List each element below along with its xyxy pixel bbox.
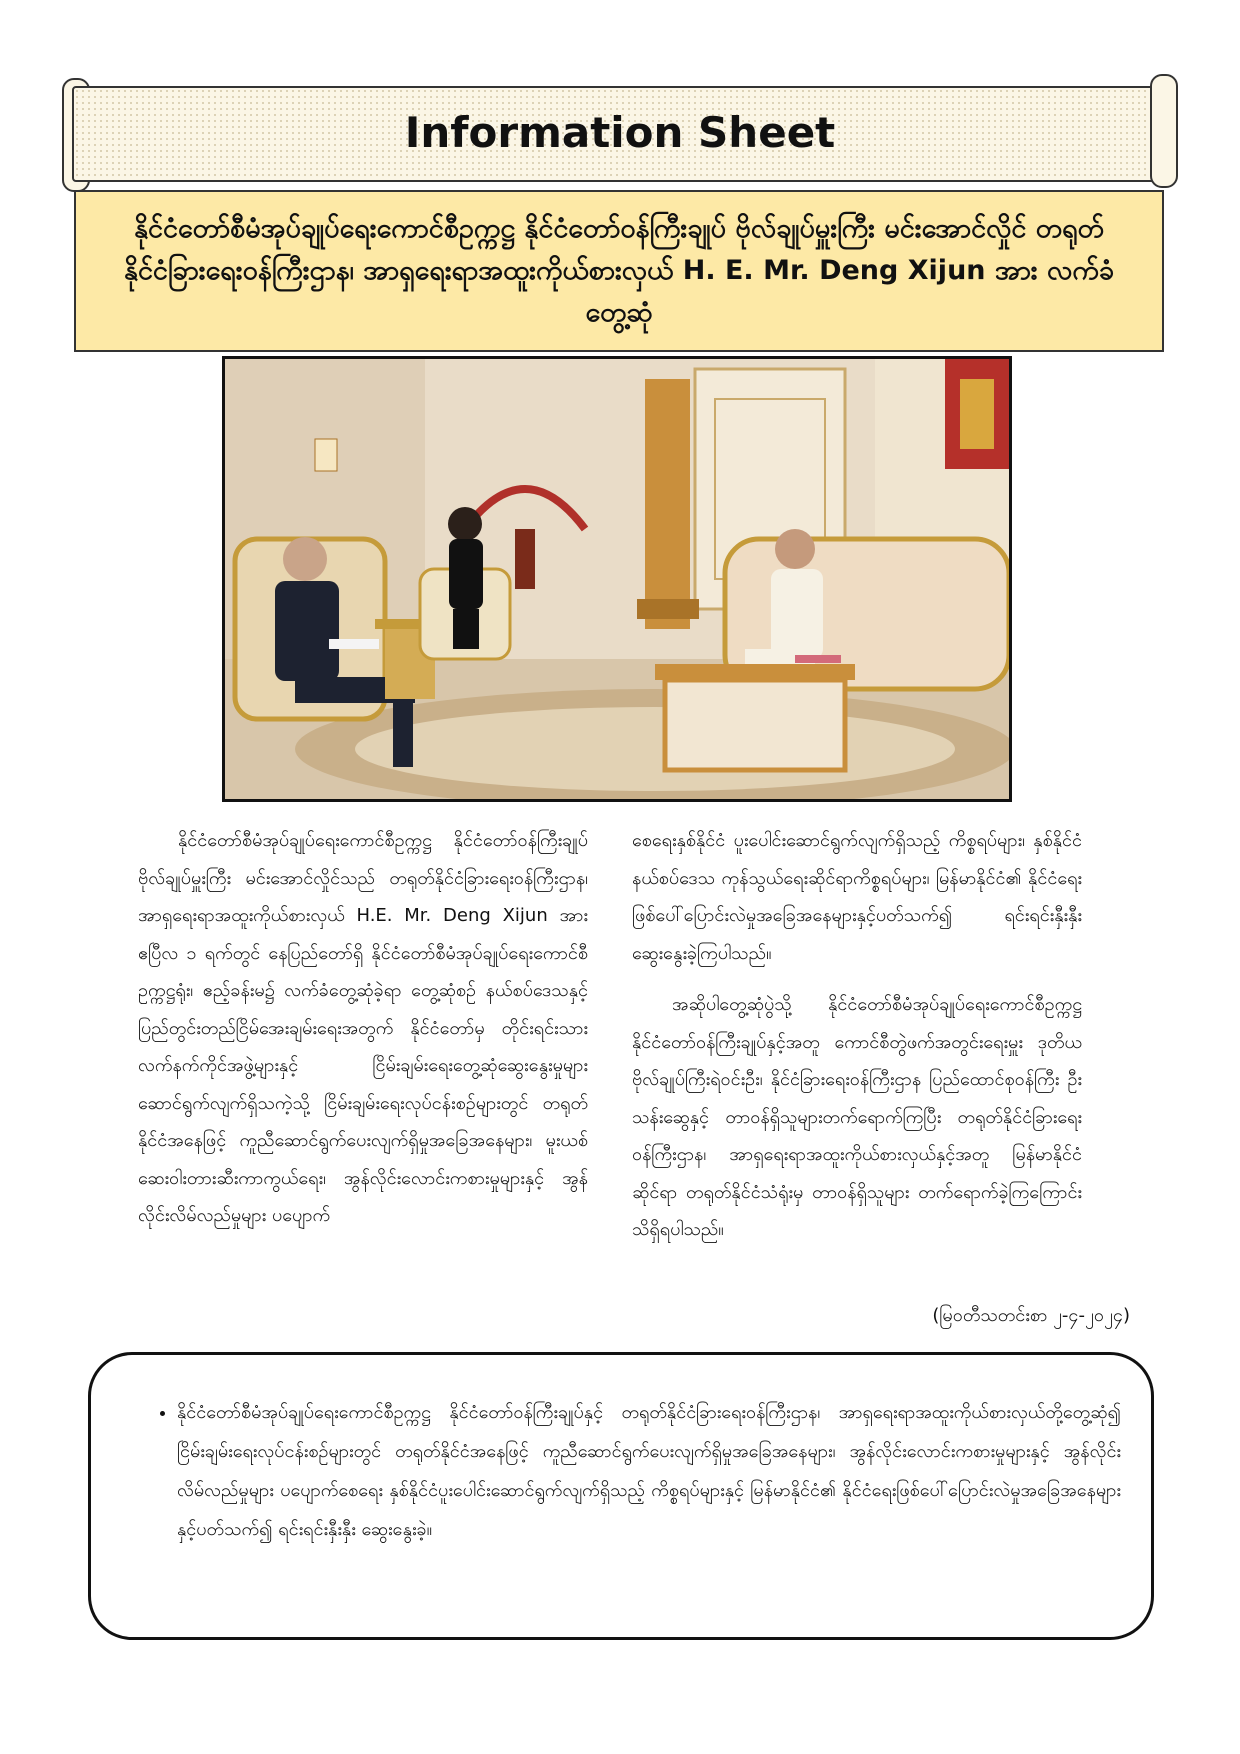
source-dateline: (မြဝတီသတင်းစာ ၂-၄-၂၀၂၄): [932, 1305, 1130, 1326]
meeting-photo: [222, 356, 1012, 802]
page-title: Information Sheet: [404, 108, 836, 157]
article-paragraph: နိုင်ငံတော်စီမံအုပ်ချုပ်ရေးကောင်စီဥက္ကဋ္ဌ နိုင်ငံတော်ဝန်ကြီးချုပ် ဗိုလ်ချုပ်မှူးကြီး မင်းအောင်လှိုင်သည် တရုတ်နိုင်ငံခြားရေးဝန်ကြီးဌာန၊ အာရှရေးရာအထူးကိုယ်စားလှယ် H.E. Mr. Deng Xijun အား ဧပြီလ ၁ ရက်တွင် နေပြည်တော်ရှိ နိုင်ငံတော်စီမံအုပ်ချုပ်ရေးကောင်စီဥက္ကဋ္ဌရုံး၊ ဧည့်ခန်းမ၌ လက်ခံတွေ့ဆုံခဲ့ရာ တွေ့ဆုံစဉ် နယ်စပ်ဒေသနှင့် ပြည်တွင်းတည်ငြိမ်အေးချမ်းရေးအတွက် နိုင်ငံတော်မှ တိုင်းရင်းသားလက်နက်ကိုင်အဖွဲ့များနှင့် ငြိမ်းချမ်းရေးတွေ့ဆုံဆွေးနွေးမှုများ ဆောင်ရွက်လျက်ရှိသကဲ့သို့ ငြိမ်းချမ်းရေးလုပ်ငန်းစဉ်များတွင် တရုတ်နိုင်ငံအနေဖြင့် ကူညီဆောင်ရွက်ပေးလျက်ရှိမှုအခြေအနေများ၊ မူးယစ်ဆေးဝါးတားဆီးကာကွယ်ရေး၊ အွန်လိုင်းလောင်းကစားမှုများနှင့် အွန်လိုင်းလိမ်လည်မှုများ ပပျောက်: [138, 830, 588, 1226]
article-paragraph: အဆိုပါတွေ့ဆုံပွဲသို့ နိုင်ငံတော်စီမံအုပ်ချုပ်ရေးကောင်စီဥက္ကဋ္ဌ နိုင်ငံတော်ဝန်ကြီးချုပ်နှင့်အတူ ကောင်စီတွဲဖက်အတွင်းရေးမှူး ဒုတိယဗိုလ်ချုပ်ကြီးရဲဝင်းဦး၊ နိုင်ငံခြားရေးဝန်ကြီးဌာန ပြည်ထောင်စုဝန်ကြီး ဦးသန်းဆွေနှင့် တာဝန်ရှိသူများတက်ရောက်ကြပြီး တရုတ်နိုင်ငံခြားရေးဝန်ကြီးဌာန၊ အာရှရေးရာအထူးကိုယ်စားလှယ်နှင့်အတူ မြန်မာနိုင်ငံဆိုင်ရာ တရုတ်နိုင်ငံသံရုံးမှ တာဝန်ရှိသူများ တက်ရောက်ခဲ့ကြကြောင်းသိရှိရပါသည်။: [632, 994, 1082, 1240]
headline-box: [74, 190, 1164, 352]
summary-item: • နိုင်ငံတော်စီမံအုပ်ချုပ်ရေးကောင်စီဥက္ကဋ္ဌ နိုင်ငံတော်ဝန်ကြီးချုပ်နှင့် တရုတ်နိုင်ငံခြားရေးဝန်ကြီးဌာန၊ အာရှရေးရာအထူးကိုယ်စားလှယ်တို့တွေ့ဆုံ၍ ငြိမ်းချမ်းရေးလုပ်ငန်းစဉ်များတွင် တရုတ်နိုင်ငံအနေဖြင့် ကူညီဆောင်ရွက်ပေးလျက်ရှိမှုအခြေအနေများ၊ အွန်လိုင်းလောင်းကစားမှုများနှင့် အွန်လိုင်းလိမ်လည်မှုများ ပပျောက်စေရေး နှစ်နိုင်ငံပူးပေါင်းဆောင်ရွက်လျက်ရှိသည့် ကိစ္စရပ်များနှင့် မြန်မာနိုင်ငံ၏ နိုင်ငံရေးဖြစ်ပေါ်ပြောင်းလဲမှုအခြေအနေများနှင့်ပတ်သက်၍ ရင်းရင်းနှီးနှီး ဆွေးနွေးခဲ့။: [177, 1393, 1121, 1549]
article-left-column: [138, 822, 588, 1235]
headline-text: နိုင်ငံတော်စီမံအုပ်ချုပ်ရေးကောင်စီဥက္ကဋ္ဌ နိုင်ငံတော်ဝန်ကြီးချုပ် ဗိုလ်ချုပ်မှူးကြီး မင်းအောင်လှိုင် တရုတ်နိုင်ငံခြားရေးဝန်ကြီးဌာန၊ အာရှရေးရာအထူးကိုယ်စားလှယ် H. E. Mr. Deng Xijun အား လက်ခံတွေ့ဆုံ: [124, 213, 1114, 328]
article-right-column: [632, 822, 1082, 1249]
meeting-photo-icon: [225, 359, 1009, 799]
summary-box: [88, 1352, 1154, 1640]
scroll-curl-right: [1150, 74, 1178, 188]
article-paragraph: စေရေးနှစ်နိုင်ငံ ပူးပေါင်းဆောင်ရွက်လျက်ရှိသည့် ကိစ္စရပ်များ၊ နှစ်နိုင်ငံနယ်စပ်ဒေသ ကုန်သွယ်ရေးဆိုင်ရာကိစ္စရပ်များ၊ မြန်မာနိုင်ငံ၏ နိုင်ငံရေးဖြစ်ပေါ်ပြောင်းလဲမှုအခြေအနေများနှင့်ပတ်သက်၍ ရင်းရင်းနှီးနှီး ဆွေးနွေးခဲ့ကြပါသည်။: [632, 830, 1082, 964]
title-banner: [72, 86, 1168, 182]
summary-list: [131, 1393, 1121, 1549]
